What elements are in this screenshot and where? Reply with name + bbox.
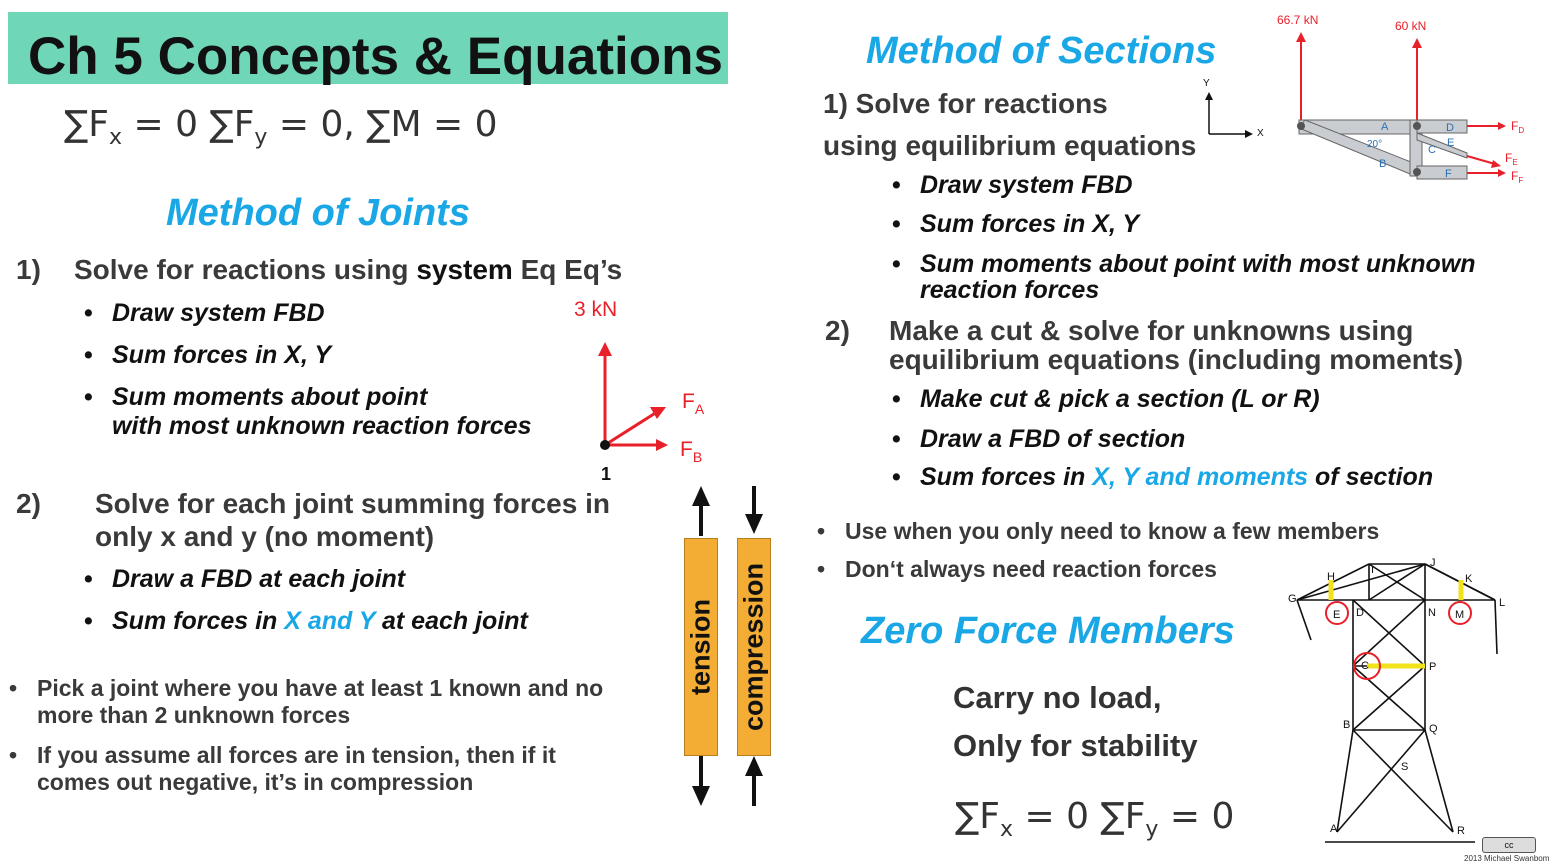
step1-pre: Solve for reactions using	[74, 254, 417, 285]
sections-tip-2: Don‘t always need reaction forces	[845, 556, 1217, 582]
node-e: E	[1333, 609, 1341, 621]
zero-force-heading: Zero Force Members	[861, 610, 1235, 652]
joints-step2-bullet-2	[112, 607, 528, 636]
sum-symbol: ∑	[64, 104, 89, 145]
joints-step1-num: 1)	[16, 254, 41, 285]
fb-arrowhead	[656, 439, 668, 451]
tension-up-arrow	[692, 486, 710, 506]
force-1-label: 66.7 kN	[1277, 13, 1319, 27]
sections-heading: Method of Sections	[866, 30, 1217, 72]
joints-bullet-3: • Sum moments about point	[112, 383, 427, 412]
joints-bullet-3-cont: with most unknown reaction forces	[112, 412, 532, 440]
joints-tip-2: • If you assume all forces are in tension, then if it	[37, 742, 556, 769]
x-axis-label: X	[1257, 128, 1264, 139]
sections-step2-bullet-2: • Draw a FBD of section	[920, 425, 1185, 454]
joints-step2-bullet-1: • Draw a FBD at each joint	[112, 565, 405, 594]
node-q: Q	[1429, 723, 1438, 735]
fa-arrowhead	[650, 407, 666, 419]
joint-1-dot	[600, 440, 610, 450]
joints-bullet-2: • Sum forces in X, Y	[112, 341, 331, 370]
m-rest: M = 0	[390, 104, 498, 145]
sections-step2-bullet-1: • Make cut & pick a section (L or R)	[920, 385, 1320, 414]
node-j: J	[1430, 557, 1436, 569]
sections-step2-line1: Make a cut & solve for unknowns using	[889, 315, 1414, 346]
zero-force-line2: Only for stability	[953, 728, 1198, 763]
fig-a: A	[1381, 121, 1389, 133]
node-b: B	[1343, 719, 1351, 731]
fe-label: $F_E$	[1505, 151, 1518, 167]
b2-pre: Sum forces in	[112, 607, 285, 635]
joints-heading: Method of Joints	[166, 192, 470, 234]
b3-post: of section	[1308, 463, 1434, 491]
ff-label: $F_F$	[1511, 169, 1524, 185]
node-l: L	[1499, 597, 1506, 609]
sections-step2-line2: equilibrium equations (including moments)	[889, 344, 1464, 375]
cc-license-badge: cc	[1482, 837, 1536, 853]
joints-tip-1: • Pick a joint where you have at least 1 known and no	[37, 675, 603, 702]
fig-e: E	[1447, 137, 1455, 149]
zero-force-line1: Carry no load,	[953, 680, 1162, 715]
node-n: N	[1428, 607, 1436, 619]
sections-tip-1: Use when you only need to know a few members	[845, 518, 1380, 544]
node-k: K	[1465, 573, 1473, 585]
fy-letter: F	[233, 104, 255, 145]
joints-tip-1-cont: more than 2 unknown forces	[37, 702, 351, 728]
node-m: M	[1455, 609, 1465, 621]
compression-bar	[737, 538, 771, 756]
zero-force-equation: $\sum F_x = 0$ $\sum F_y = 0$	[955, 796, 1235, 842]
fa-arrow	[605, 412, 657, 445]
fig-b: B	[1379, 158, 1387, 170]
joints-tip-2-cont: comes out negative, it’s in compression	[37, 769, 474, 795]
joints-step2-line2: only x and y (no moment)	[95, 521, 435, 552]
joints-step1	[74, 254, 622, 286]
fx-rest: = 0	[122, 104, 210, 145]
sum-symbol: ∑	[366, 104, 391, 145]
node-s: S	[1401, 761, 1409, 773]
sections-bullet-3: • Sum moments about point with most unknown	[920, 250, 1476, 279]
b3-blue: X, Y and moments	[1092, 463, 1309, 491]
sections-step2-num: 2)	[825, 315, 850, 346]
b3-pre: Sum forces in	[920, 463, 1093, 491]
fig-c: C	[1428, 144, 1436, 156]
sections-bullet-3-cont: reaction forces	[920, 276, 1100, 304]
page-title: Ch 5 Concepts & Equations	[28, 27, 723, 86]
joints-step2-line1: Solve for each joint summing forces in	[95, 488, 610, 519]
sections-step1-line1: 1) Solve for reactions	[823, 88, 1108, 119]
tension-down-arrow	[692, 786, 710, 806]
section-fbd-figure	[1195, 8, 1530, 190]
fig-f: F	[1445, 168, 1452, 180]
b2-blue: X and Y	[284, 607, 376, 635]
title-banner	[8, 12, 728, 84]
step1-post: Eq Eq’s	[512, 254, 623, 285]
compression-label: compression	[738, 562, 769, 732]
force-2-label: 60 kN	[1395, 19, 1427, 33]
joints-bullet-1: • Draw system FBD	[112, 299, 325, 328]
compression-down-arrow	[745, 514, 763, 534]
fa-label: $F_A$	[682, 390, 705, 417]
node-h: H	[1327, 571, 1335, 583]
fig-angle: 20°	[1367, 139, 1383, 150]
step1-bold: system	[416, 254, 513, 285]
sections-step2-bullet-3	[920, 463, 1433, 492]
node-g: G	[1288, 593, 1297, 605]
tension-bar	[684, 538, 718, 756]
node-i: I	[1371, 564, 1375, 576]
sections-step1-line2: using equilibrium equations	[823, 130, 1197, 161]
fd-label: $F_D$	[1511, 119, 1525, 135]
node-a: A	[1330, 823, 1338, 835]
node-p: P	[1429, 661, 1437, 673]
equilibrium-equations	[64, 104, 498, 150]
load-label: 3 kN	[574, 298, 618, 321]
sum-symbol: ∑	[209, 104, 234, 145]
joints-step2-num: 2)	[16, 488, 41, 519]
fx-sub: x	[108, 125, 123, 150]
fy-sub: y	[254, 125, 268, 150]
load-arrowhead	[598, 342, 612, 356]
node-d: D	[1356, 607, 1364, 619]
tension-label: tension	[685, 598, 716, 696]
b2-post: at each joint	[375, 607, 528, 635]
credit-text: 2013 Michael Swanbom	[1464, 854, 1549, 863]
tower-truss-figure	[1285, 556, 1520, 848]
node-c: C	[1361, 660, 1369, 672]
sections-bullet-2: • Sum forces in X, Y	[920, 210, 1139, 239]
node-r: R	[1457, 825, 1465, 837]
fy-rest: = 0,	[267, 104, 367, 145]
compression-up-arrow	[745, 756, 763, 776]
sections-bullet-1: • Draw system FBD	[920, 171, 1133, 200]
fb-label: $F_B$	[680, 438, 703, 465]
y-axis-label: Y	[1203, 78, 1210, 89]
joint-fbd-figure	[560, 290, 720, 485]
joint-number: 1	[601, 464, 612, 484]
fx-letter: F	[88, 104, 109, 145]
fig-d: D	[1446, 122, 1454, 134]
